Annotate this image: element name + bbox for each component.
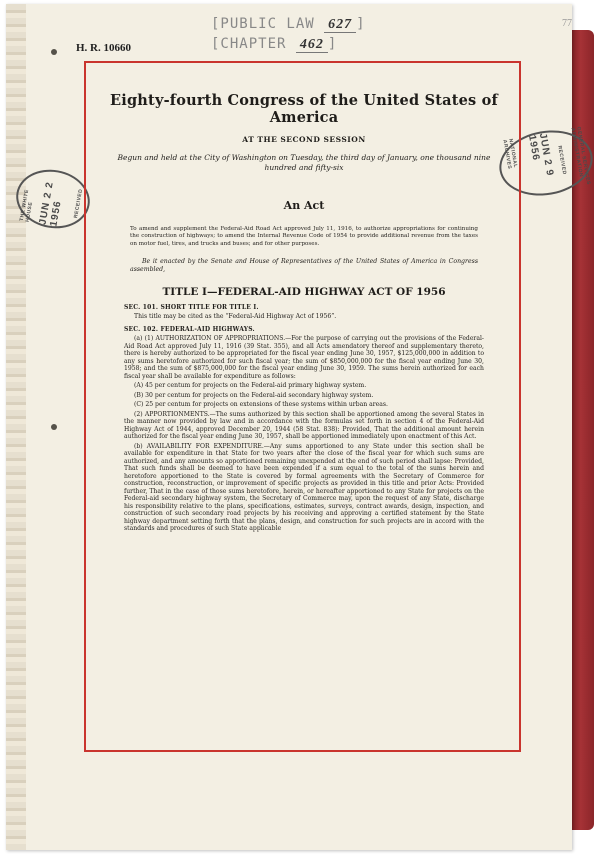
begun-statement: Begun and held at the City of Washington on Tuesday, the third day of January, one thousand nine hundred and fifty-six [117, 153, 491, 172]
paragraph: (A) 45 per centum for projects on the Federal-aid primary highway system. [134, 382, 367, 390]
enacting-clause: Be it enacted by the Senate and House of Representatives of the United States of America in Congress assembled, [130, 257, 478, 273]
paragraph: (a) (1) AUTHORIZATION OF APPROPRIATIONS.—For the purpose of carrying out the provisions of the Federal-Aid Road Act approved July 11, 1916 (39 Stat. 355), and all Acts amendatory thereof and supplementary thereto, there is hereby authorized to be appropriated for the fiscal year ending June 30, 1957, $125,000,000 in addition to any sums heretofore authorized for such fiscal year; the sum of $850,000,000 for the fiscal year ending June 30, 1958; and the sum of $875,000,000 for the fiscal year ending June 30, 1959. The sums herein authorized for each fiscal year shall be available for expenditure as follows: [124, 335, 484, 380]
seal-date: JUN 2 2 1956 [37, 180, 64, 228]
seal-ring-bottom: RECEIVED [73, 188, 85, 219]
paragraph: (B) 30 per centum for projects on the Federal-aid secondary highway system. [134, 391, 374, 399]
an-act-heading: An Act [283, 199, 325, 212]
seal-ring-bottom: NATIONAL ARCHIVES [501, 138, 519, 170]
seal-ring-top: THE WHITE HOUSE [18, 188, 35, 223]
chapter-label: [CHAPTER [211, 36, 287, 52]
public-law-number: 627 [324, 17, 356, 33]
paragraph: (2) APPORTIONMENTS.—The sums authorized by this section shall be apportioned among the several States in the manner now provided by law and in accordance with the formulas set forth in section 4 of the Federal-Aid Highway Act of 1944, approved December 20, 1944 (58 Stat. 838): Provided, That the additional amount herein authorized for the fiscal year ending June 30, 1957, shall be apportioned immediately upon enactment of this Act. [124, 410, 484, 441]
title-i-heading: TITLE I—FEDERAL-AID HIGHWAY ACT OF 1956 [162, 285, 446, 298]
seal-date: JUN 2 9 1956 [526, 132, 556, 178]
public-law-label: [PUBLIC LAW [211, 16, 315, 32]
bill-number: H. R. 10660 [76, 42, 131, 54]
document-page [6, 4, 592, 850]
purpose-clause: To amend and supplement the Federal-Aid Road Act approved July 11, 1916, to authorize appropriations for continuing the construction of highways; to amend the Internal Revenue Code of 1954 to provide additional revenue from the taxes on motor fuel, tires, and trucks and buses; and for other purposes. [130, 226, 478, 247]
section-101-text: This title may be cited as the “Federal-Aid Highway Act of 1956”. [134, 312, 337, 320]
binding-hole [51, 424, 57, 430]
seal-ring-top: GENERAL SERVICES ADMINISTRATION [569, 126, 592, 186]
binding-hole [51, 49, 57, 55]
session-heading: AT THE SECOND SESSION [242, 135, 366, 144]
page-number: 77 [562, 18, 572, 29]
chapter-number: 462 [296, 37, 328, 53]
page-edge [6, 4, 26, 850]
paragraph: (C) 25 per centum for projects on extensions of these systems within urban areas. [134, 401, 388, 409]
chapter-stamp: [CHAPTER 462 ] [211, 36, 338, 52]
congress-title: Eighty-fourth Congress of the United States of America [110, 92, 498, 126]
section-102-heading: SEC. 102. FEDERAL-AID HIGHWAYS. [124, 326, 255, 334]
seal-received: RECEIVED [556, 145, 568, 176]
paragraph: (b) AVAILABILITY FOR EXPENDITURE.—Any sums apportioned to any State under this section shall be available for expenditure in that State for two years after the close of the fiscal year for which such sums are authorized, and any amounts so apportioned remaining unexpended at the end of such period shall lapse: Provided, That such funds shall be deemed to have been expended if a sum equal to the total of the sums herein and heretofore apportioned to the State is covered by formal agreements with the Secretary of Commerce for construction, reconstruction, or improvement of specific projects as provided in this title and prior Acts: Provided further, That in the case of those sums heretofore, herein, or hereafter apportioned to any State for projects on the Federal-aid secondary highway system, the Secretary of Commerce may, upon the request of any State, discharge his responsibility relative to the plans, specifications, estimates, surveys, contract awards, design, inspection, and construction of such secondary road projects by his receiving and approving a certified statement by the State highway department setting forth that the plans, design, and construction for such projects are in accord with the standards and procedures of such State applicable [124, 442, 484, 533]
bill-content [94, 72, 514, 533]
public-law-stamp: [PUBLIC LAW 627 ] [211, 16, 366, 32]
section-101-heading: SEC. 101. SHORT TITLE FOR TITLE I. [124, 303, 259, 311]
